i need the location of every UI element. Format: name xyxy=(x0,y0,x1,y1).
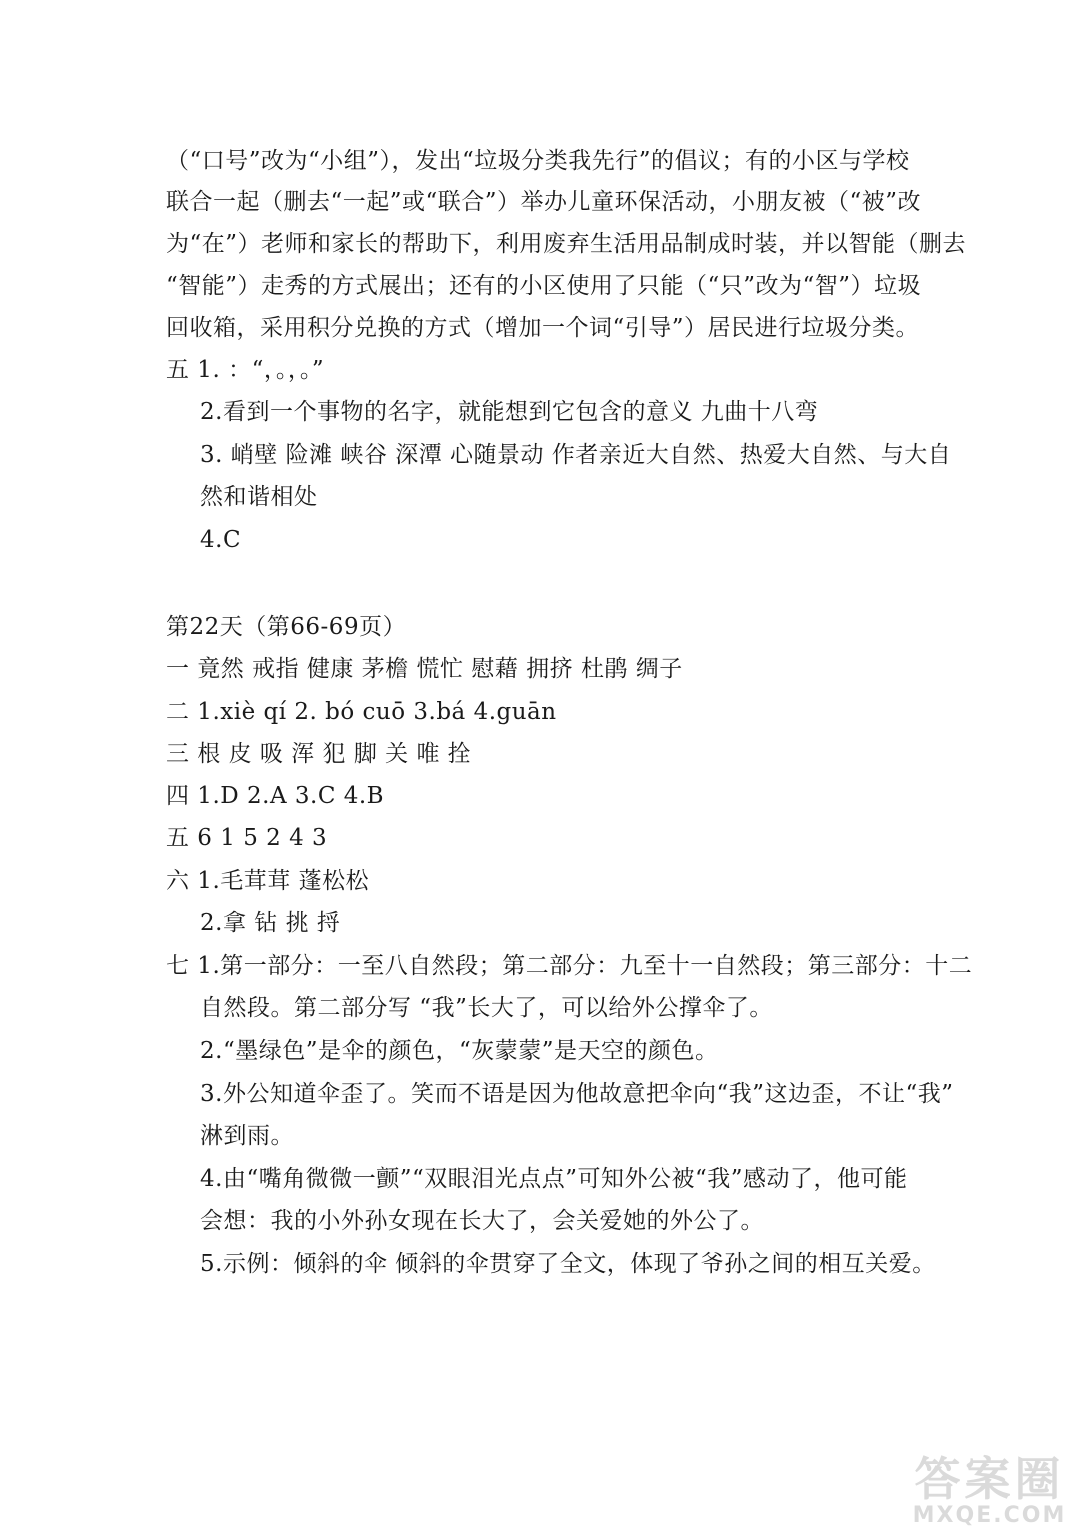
day22-section-7-q3-line2: 淋到雨。 xyxy=(200,1123,294,1149)
section-5-q3-line2: 然和谐相处 xyxy=(200,484,318,510)
day22-section-3: 三 根 皮 吸 浑 犯 脚 关 唯 拴 xyxy=(166,741,472,767)
day22-section-6-q1: 六 1.毛茸茸 蓬松松 xyxy=(166,868,370,894)
paragraph-line-2: 联合一起（删去“一起”或“联合”）举办儿童环保活动，小朋友被（“被”改 xyxy=(166,189,922,215)
section-5-q4: 4.C xyxy=(200,527,242,553)
day22-section-4: 四 1.D 2.A 3.C 4.B xyxy=(166,783,385,809)
day22-section-6-q2: 2.拿 钻 挑 捋 xyxy=(200,910,341,936)
section-5-q3-line1: 3. 峭壁 险滩 峡谷 深潭 心随景动 作者亲近大自然、热爱大自然、与大自 xyxy=(200,442,952,468)
day22-section-7-q4-line1: 4.由“嘴角微微一颤”“双眼泪光点点”可知外公被“我”感动了，他可能 xyxy=(200,1166,908,1192)
section-5-q1: 五 1. ：“，。，。” xyxy=(166,357,325,383)
day22-section-7-q5: 5.示例：倾斜的伞 倾斜的伞贯穿了全文，体现了爷孙之间的相互关爱。 xyxy=(200,1251,936,1277)
paragraph-line-5: 回收箱，采用积分兑换的方式（增加一个词“引导”）居民进行垃圾分类。 xyxy=(166,315,920,341)
day22-section-1: 一 竟然 戒指 健康 茅檐 慌忙 慰藉 拥挤 杜鹃 绸子 xyxy=(166,656,683,682)
day22-section-2: 二 1.xiè qí 2. bó cuō 3.bá 4.guān xyxy=(166,699,557,725)
day22-section-7-q4-line2: 会想：我的小外孙女现在长大了，会关爱她的外公了。 xyxy=(200,1208,764,1234)
day22-section-7-q1-line2: 自然段。第二部分写 “我”长大了，可以给外公撑伞了。 xyxy=(200,995,773,1021)
watermark-logo xyxy=(902,1454,1077,1532)
paragraph-line-1: （“口号”改为“小组”），发出“垃圾分类我先行”的倡议；有的小区与学校 xyxy=(166,148,910,174)
paragraph-line-4: “智能”）走秀的方式展出；还有的小区使用了只能（“只”改为“智”）垃圾 xyxy=(166,273,922,299)
day22-section-7-q2: 2.“墨绿色”是伞的颜色，“灰蒙蒙”是天空的颜色。 xyxy=(200,1038,719,1064)
day-22-heading: 第22天（第66-69页） xyxy=(166,614,407,640)
day22-section-7-q3-line1: 3.外公知道伞歪了。笑而不语是因为他故意把伞向“我”这边歪，不让“我” xyxy=(200,1081,954,1107)
day22-section-7-q1-line1: 七 1.第一部分：一至八自然段；第二部分：九至十一自然段；第三部分：十二 xyxy=(166,953,973,979)
day22-section-5: 五 6 1 5 2 4 3 xyxy=(166,825,328,851)
section-5-q2: 2.看到一个事物的名字，就能想到它包含的意义 九曲十八弯 xyxy=(200,399,819,425)
watermark-sub-text: MXQE.COM xyxy=(912,1503,1067,1528)
paragraph-line-3: 为“在”）老师和家长的帮助下，利用废弃生活用品制成时装，并以智能（删去 xyxy=(166,231,967,257)
watermark-main-text: 答案圈 xyxy=(914,1452,1065,1506)
